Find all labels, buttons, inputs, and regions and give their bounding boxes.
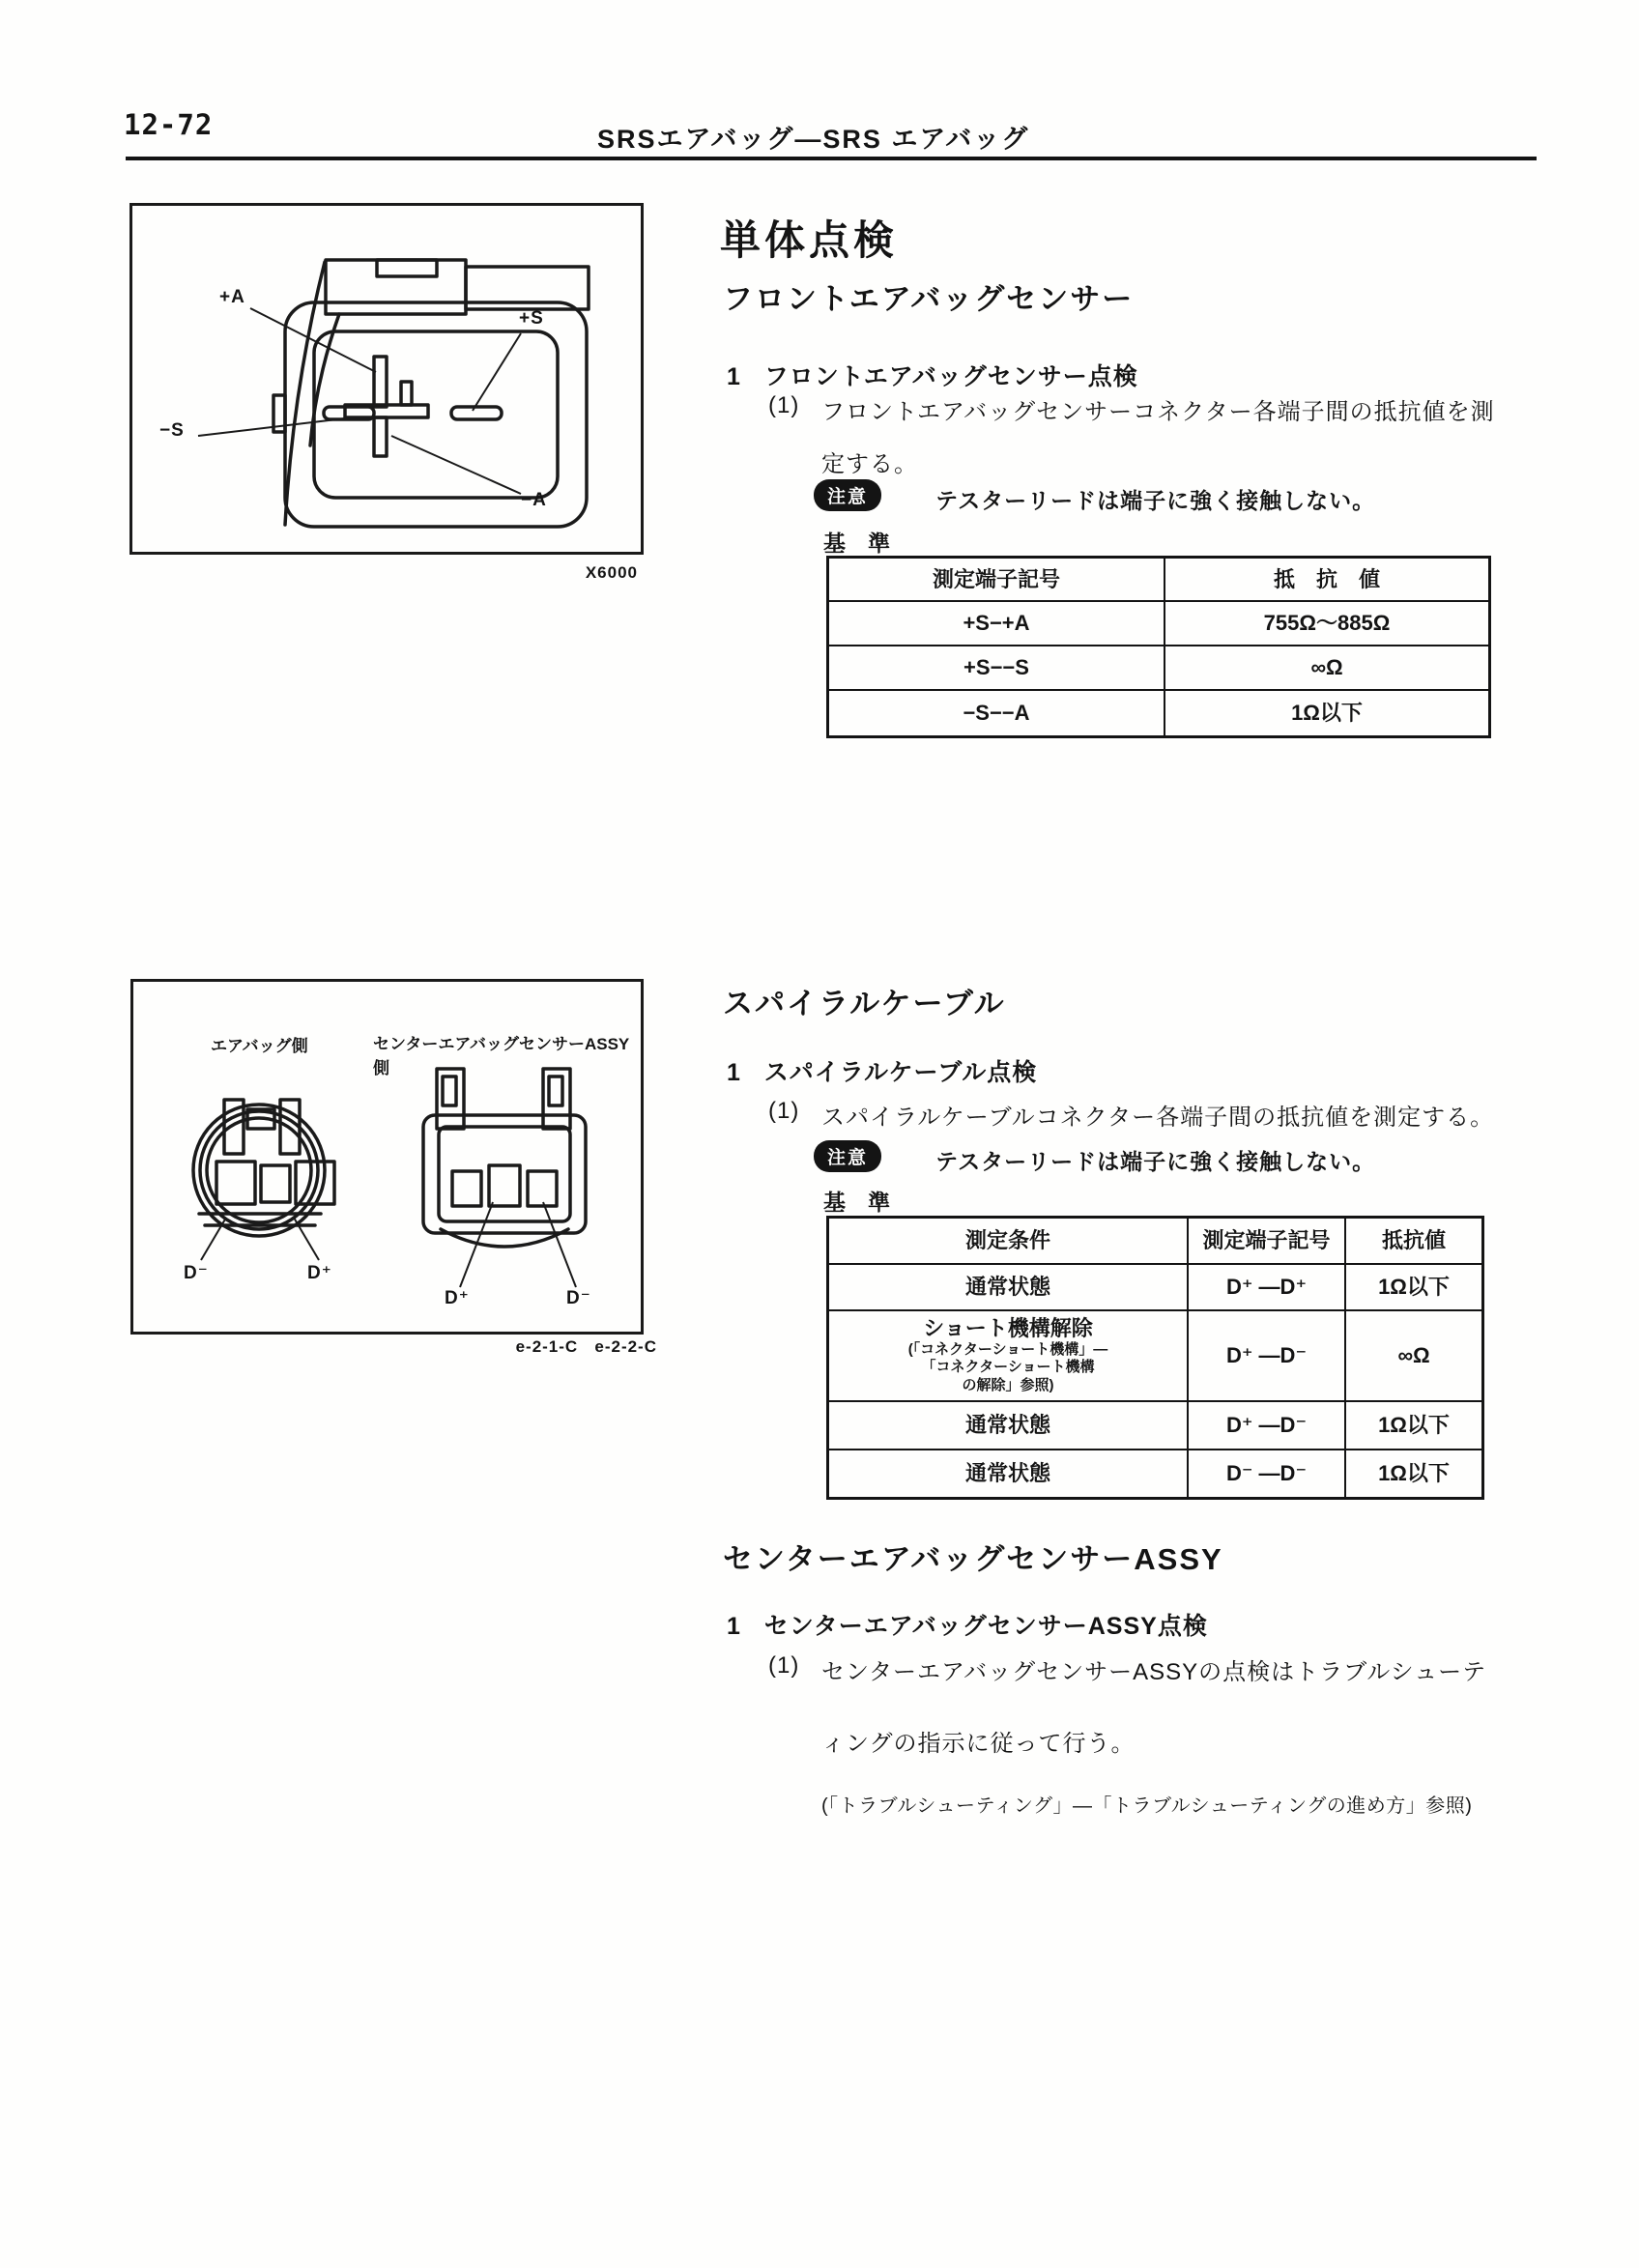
page-number: 12-72 bbox=[124, 108, 214, 141]
resistance-table-front-sensor bbox=[826, 556, 1491, 738]
table-cell: 1Ω以下 bbox=[1291, 701, 1363, 726]
step-number: 1 bbox=[727, 1613, 741, 1640]
section3-reference: (「トラブルシューティング」—「トラブルシューティングの進め方」参照) bbox=[821, 1795, 1473, 1817]
figure-front-airbag-sensor-connector bbox=[129, 203, 644, 555]
section3-text-line1: センターエアバッグセンサーASSYの点検はトラブルシューテ bbox=[821, 1659, 1487, 1685]
section1-text-line2: 定する。 bbox=[821, 451, 918, 477]
table-cell: D⁺ —D⁻ bbox=[1189, 1402, 1346, 1450]
condition-note-line1: (「コネクターショート機構」— bbox=[907, 1340, 1108, 1358]
condition-note-line2: 「コネクターショート機構 bbox=[921, 1359, 1095, 1376]
resistance-table-spiral-cable bbox=[826, 1216, 1484, 1500]
table-cell: ∞Ω bbox=[1165, 646, 1488, 691]
airbag-side-label: エアバッグ側 bbox=[211, 1037, 308, 1055]
condition-main: ショート機構解除 bbox=[923, 1316, 1093, 1341]
section1-text-line1: フロントエアバッグセンサーコネクター各端子間の抵抗値を測 bbox=[821, 399, 1495, 425]
terminal-label-d-minus-left: D⁻ bbox=[184, 1263, 209, 1283]
table-cell: D⁻ —D⁻ bbox=[1189, 1450, 1346, 1497]
standard-label: 基 準 bbox=[823, 1190, 890, 1215]
center-sensor-side-label: センターエアバッグセンサーASSY側 bbox=[373, 1035, 630, 1077]
figure2-caption-code1: e-2-1-C bbox=[515, 1337, 579, 1356]
table-cell: D⁺ —D⁺ bbox=[1189, 1265, 1346, 1311]
figure2-caption-code2: e-2-2-C bbox=[594, 1337, 657, 1356]
section2-title: スパイラルケーブル bbox=[723, 987, 1006, 1020]
figure1-caption: X6000 bbox=[585, 563, 638, 582]
terminal-label-d-plus-right: D⁺ bbox=[445, 1288, 470, 1308]
table-cell: 通常状態 bbox=[829, 1402, 1189, 1450]
header-rule bbox=[126, 157, 1537, 160]
section1-step bbox=[727, 358, 1138, 392]
table-cell: D⁺ —D⁻ bbox=[1189, 1311, 1346, 1402]
step-title: センターエアバッグセンサーASSY点検 bbox=[763, 1613, 1208, 1640]
figure2-caption bbox=[425, 1337, 657, 1357]
step-number: 1 bbox=[727, 1059, 741, 1086]
section1-caution-text: テスターリードは端子に強く接触しない。 bbox=[935, 488, 1376, 513]
condition-note-line3: の解除」参照) bbox=[962, 1377, 1054, 1394]
item-number: (1) bbox=[768, 392, 800, 418]
table-cell-condition bbox=[829, 1311, 1189, 1402]
table-cell: 1Ω以下 bbox=[1346, 1402, 1481, 1450]
table-cell: 通常状態 bbox=[829, 1265, 1189, 1311]
page-header-title: SRSエアバッグ—SRS エアバッグ bbox=[597, 125, 1030, 154]
table-cell: +S−−S bbox=[829, 646, 1165, 691]
table-cell: −S−−A bbox=[829, 691, 1165, 735]
main-title: 単体点検 bbox=[720, 217, 899, 263]
table-header-cell: 測定端子記号 bbox=[1189, 1219, 1346, 1265]
section3-text-line2: ィングの指示に従って行う。 bbox=[821, 1731, 1136, 1757]
section3-title: センターエアバッグセンサーASSY bbox=[723, 1542, 1223, 1576]
step-title: スパイラルケーブル点検 bbox=[763, 1059, 1038, 1086]
table-header-cell: 測定条件 bbox=[829, 1219, 1189, 1265]
section2-step bbox=[727, 1053, 1037, 1088]
section2-text-line1: スパイラルケーブルコネクター各端子間の抵抗値を測定する。 bbox=[821, 1105, 1495, 1131]
item-number: (1) bbox=[768, 1098, 800, 1124]
caution-badge bbox=[814, 479, 881, 511]
table-header-cell: 抵 抗 値 bbox=[1165, 559, 1488, 602]
table-cell: 755Ω～885Ω bbox=[1165, 602, 1488, 646]
step-title: フロントエアバッグセンサー点検 bbox=[763, 363, 1138, 390]
terminal-label-d-plus-left: D⁺ bbox=[307, 1263, 332, 1283]
table-cell: 1Ω以下 bbox=[1346, 1265, 1481, 1311]
table-cell: 1Ω以下 bbox=[1378, 1461, 1450, 1486]
section1-title: フロントエアバッグセンサー bbox=[723, 282, 1135, 316]
caution-badge-label: 注意 bbox=[814, 1140, 881, 1172]
figure-spiral-cable-connectors bbox=[130, 979, 644, 1335]
terminal-label-plus-s: +S bbox=[519, 308, 544, 329]
step-number: 1 bbox=[727, 363, 741, 390]
table-header-cell: 抵抗値 bbox=[1346, 1219, 1481, 1265]
terminal-label-minus-a: −A bbox=[521, 490, 547, 510]
table-header-cell: 測定端子記号 bbox=[829, 559, 1165, 602]
section3-step bbox=[727, 1607, 1208, 1642]
table-cell: ∞Ω bbox=[1346, 1311, 1481, 1402]
terminal-label-minus-s: −S bbox=[159, 420, 185, 441]
terminal-label-plus-a: +A bbox=[219, 287, 245, 307]
terminal-label-d-minus-right: D⁻ bbox=[566, 1288, 591, 1308]
caution-badge bbox=[814, 1140, 881, 1172]
table-cell: +S−+A bbox=[829, 602, 1165, 646]
table-cell: 通常状態 bbox=[829, 1450, 1189, 1497]
item-number: (1) bbox=[768, 1652, 800, 1679]
standard-label: 基 準 bbox=[823, 531, 890, 556]
caution-badge-label: 注意 bbox=[814, 479, 881, 511]
connector-front-view-diagram bbox=[132, 206, 641, 552]
section2-caution-text: テスターリードは端子に強く接触しない。 bbox=[935, 1149, 1376, 1174]
